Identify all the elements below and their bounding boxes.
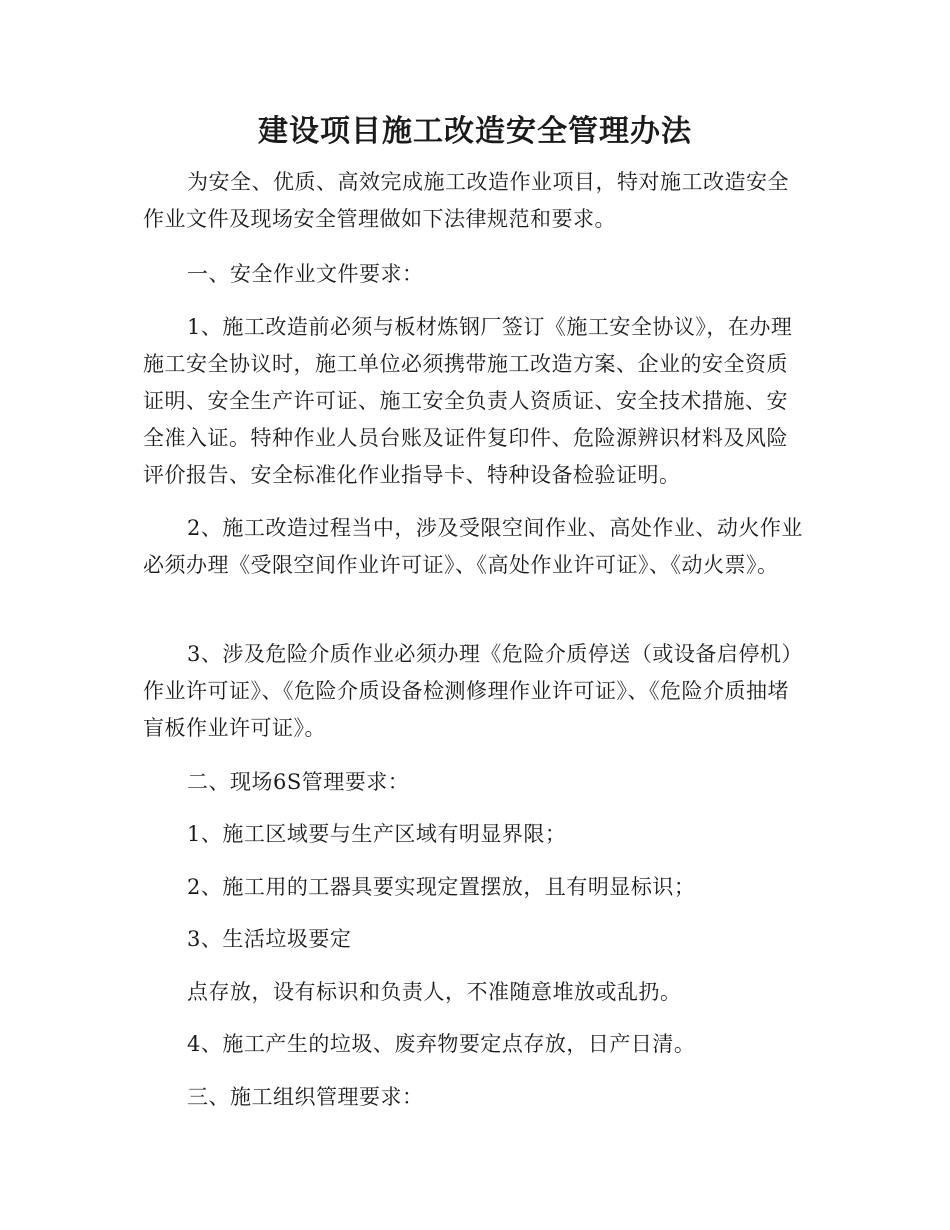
intro-paragraph: 为安全、优质、高效完成施工改造作业项目，特对施工改造安全作业文件及现场安全管理做如下法律规范和要求。 — [143, 170, 789, 231]
section2-item2: 2、施工用的工器具要实现定置摆放，且有明显标识； — [187, 875, 696, 899]
section3-heading: 三、施工组织管理要求： — [187, 1085, 424, 1109]
section1-item2: 2、施工改造过程当中，涉及受限空间作业、高处作业、动火作业必须办理《受限空间作业许可证》、《高处作业许可证》、《动火票》。 — [143, 516, 803, 577]
section1-item1: 1、施工改造前必须与板材炼钢厂签订《施工安全协议》，在办理施工安全协议时，施工单位必须携带施工改造方案、企业的安全资质证明、安全生产许可证、施工安全负责人资质证、安全技术措施、安全准入证。特种作业人员台账及证件复印件、危险源辨识材料及风险评价报告、安全标准化作业指导卡、特种设备检验证明。 — [143, 315, 793, 487]
document-title: 建设项目施工改造安全管理办法 — [258, 114, 692, 149]
section1-heading: 一、安全作业文件要求： — [187, 262, 424, 286]
section2-item3-part2: 点存放，设有标识和负责人，不准随意堆放或乱扔。 — [187, 980, 682, 1004]
section1-item3: 3、涉及危险介质作业必须办理《危险介质停送（或设备启停机）作业许可证》、《危险介质设备检测修理作业许可证》、《危险介质抽堵盲板作业许可证》。 — [143, 642, 803, 740]
section2-item3-part1: 3、生活垃圾要定 — [187, 927, 352, 951]
section2-item4: 4、施工产生的垃圾、废弃物要定点存放，日产日清。 — [187, 1032, 696, 1056]
section2-heading: 二、现场6S管理要求： — [187, 770, 410, 794]
section2-item1: 1、施工区域要与生产区域有明显界限； — [187, 822, 567, 846]
